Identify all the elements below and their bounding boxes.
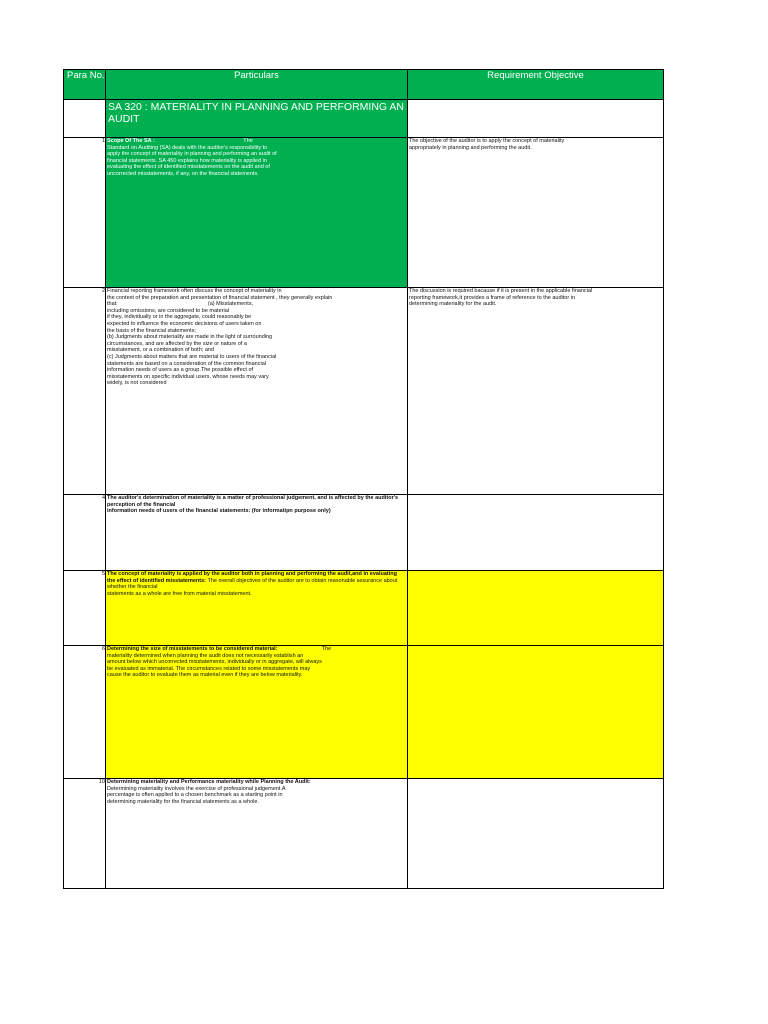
objective-cell [408,779,664,889]
table-row [64,779,664,889]
particulars-cell [106,571,408,646]
particulars-cell [106,288,408,495]
row-body: Financial reporting framework often discuss the concept of materiality in the context of the preparation and presentation of financial statement , they generally explain that: (a) Misstatements, including omissions, are considered to be material if they, individually or in the aggregate, could reasonably be expected to influence the economic decisions of users taken on the basis of the financial statements; (b) Judgments about materiality are made in the light of surrounding circumstances, and are affected by the size or nature of a misstatement, or a combination of both; and (c) Judgments about matters that are material to users of the financial statements are based on a consideration of the common financial information needs of users as a group.The possible effect of misstatements on specific individual users, whose needs may vary widely, is not considered [107,288,333,387]
particulars-cell [106,138,408,288]
particulars-cell [106,779,408,889]
objective-cell: The discussion is required bacause if it is present in the applicable financial reporting framework,it provides a frame of reference to the auditor in determining materiality for the audit. [408,288,664,495]
objective-cell: The objective of the auditor is to apply the concept of materiality appropriately in planning and performing the audit. [408,138,664,288]
header-particulars: Particulars [106,70,408,100]
row-body: The overall objectives of the auditor are to obtain reasonable assurance about whether the financial statements as a whole are free from material misstatement. [107,577,398,597]
row-body: The Standard on Auditing (SA) deals with the auditor's responsibility to apply the concept of materiality in planning and performing an audit of financial statements. SA 450 explains how materiality is applied in evaluating the effect of identified misstatements on the audit and of uncorrected misstatements, if any, on the financial statements. [107,138,277,177]
row-body: The materiality determined when planning the audit does not necessarily establish an amount below which uncorrected misstatements, individually or in aggregate, will always be evaluated as immaterial. The circumstances related to some misstatements may cause the auditor to evaluate them as material even if they are below materiality. [107,646,332,679]
table-row [64,138,664,288]
table-row [64,646,664,779]
objective-cell [408,646,664,779]
materiality-table [63,69,664,889]
row-heading: Scope Of The SA : [107,138,155,144]
row-body: Determining materiality involves the exercise of professional judgement.A percentage is often applied to a chosen benchmark as a starting point in determining materiality for the financial statements as a whole. [107,785,286,805]
para-number: 5 [64,571,106,646]
objective-cell [408,495,664,571]
table-row [64,571,664,646]
row-heading: The concept of materiality is applied by the auditor both in planning and performing the audit,and in evaluating the effect of identified misstatements: [107,571,399,584]
header-row [64,70,664,100]
row-heading: The auditor's determination of materiality is a matter of professional judgement, and is affected by the auditor's perception of the financial information needs of users of the financial statements: (for informatipn purpose only) [107,495,399,515]
title-objective-cell [408,100,664,138]
header-para-no: Para No. [64,70,106,100]
row-heading: Determining the size of misstatements to be considered material: [107,646,278,652]
particulars-cell [106,495,408,571]
table-row [64,495,664,571]
para-number: 4 [64,495,106,571]
para-number: 6 [64,646,106,779]
row-heading: Determining materiality and Performance materiality while Planning the Audit: [107,779,311,785]
title-row [64,100,664,138]
table-row [64,288,664,495]
para-number: 2 [64,288,106,495]
header-requirement-objective: Requirement Objective [408,70,664,100]
particulars-cell [106,646,408,779]
objective-cell [408,571,664,646]
section-title: SA 320 : MATERIALITY IN PLANNING AND PERFORMING AN AUDIT [106,100,408,138]
title-num-cell [64,100,106,138]
para-number: 1 [64,138,106,288]
para-number: 10 [64,779,106,889]
